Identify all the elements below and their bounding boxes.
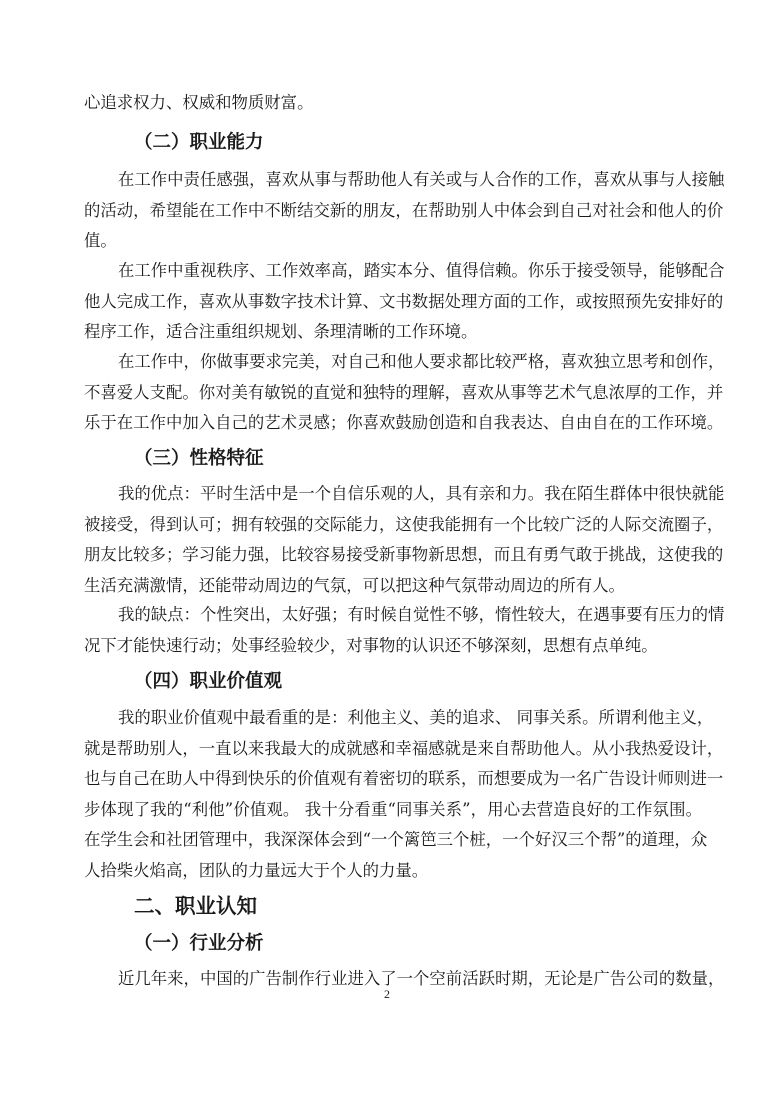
text-line: 乐于在工作中加入自己的艺术灵感；你喜欢鼓励创造和自我表达、自由自在的工作环境。 bbox=[84, 413, 724, 432]
text-line: 步体现了我的“利他”价值观。 我十分看重“同事关系”，用心去营造良好的工作氛围。 bbox=[84, 799, 702, 819]
text-line: 值。 bbox=[84, 231, 117, 250]
ability-paragraph-1 bbox=[84, 165, 725, 257]
text-line: 被接受，得到认可；拥有较强的交际能力，这使我能拥有一个比较广泛的人际交流圈子， bbox=[84, 514, 724, 534]
personality-paragraph-2 bbox=[84, 600, 725, 661]
text-line: 人拾柴火焰高，团队的力量远大于个人的力量。 bbox=[84, 860, 429, 880]
section-heading-values: （四）职业价值观 bbox=[134, 671, 283, 692]
ability-paragraph-3 bbox=[84, 347, 725, 439]
text-line: 我的职业价值观中最看重的是：利他主义、美的追求、 同事关系。所谓利他主义， bbox=[118, 708, 714, 727]
text-line: 我的优点：平时生活中是一个自信乐观的人，具有亲和力。我在陌生群体中很快就能 bbox=[118, 484, 725, 503]
personality-paragraph-1 bbox=[84, 479, 725, 601]
text-line: 近几年来，中国的广告制作行业进入了一个空前活跃时期，无论是广告公司的数量， bbox=[118, 969, 725, 988]
text-line: 在工作中，你做事要求完美，对自己和他人要求都比较严格，喜欢独立思考和创作， bbox=[118, 352, 725, 371]
text-line: 他人完成工作，喜欢从事数字技术计算、文书数据处理方面的工作，或按照预先安排好的 bbox=[84, 291, 724, 311]
continued-paragraph bbox=[84, 88, 702, 119]
section-heading-industry: （一）行业分析 bbox=[134, 933, 264, 954]
text-line: 朋友比较多；学习能力强，比较容易接受新事物新思想，而且有勇气敢于挑战，这使我的 bbox=[84, 545, 724, 564]
text-line: 的活动，希望能在工作中不断结交新的朋友，在帮助别人中体会到自己对社会和他人的价 bbox=[84, 200, 724, 220]
text-line: 在工作中重视秩序、工作效率高，踏实本分、值得信赖。你乐于接受领导，能够配合 bbox=[118, 261, 725, 280]
text-line: 就是帮助别人，一直以来我最大的成就感和幸福感就是来自帮助他人。从小我热爱设计， bbox=[84, 738, 724, 758]
page-number: 2 bbox=[384, 987, 390, 1001]
text-line: 在学生会和社团管理中，我深深体会到“一个篱笆三个桩，一个好汉三个帮”的道理，众 bbox=[84, 830, 708, 849]
text-line: 生活充满激情，还能带动周边的气氛，可以把这种气氛带动周边的所有人。 bbox=[84, 575, 625, 595]
text-line: 心追求权力、权威和物质财富。 bbox=[84, 93, 314, 112]
ability-paragraph-2 bbox=[84, 256, 725, 348]
text-line: 况下才能快速行动；处事经验较少，对事物的认识还不够深刻，思想有点单纯。 bbox=[84, 635, 658, 655]
text-line: 不喜爱人支配。你对美有敏锐的直觉和独特的理解，喜欢从事等艺术气息浓厚的工作，并 bbox=[84, 382, 724, 402]
text-line: 程序工作，适合注重组织规划、条理清晰的工作环境。 bbox=[84, 322, 478, 341]
text-line: 我的缺点：个性突出，太好强；有时候自觉性不够，惰性较大，在遇事要有压力的情 bbox=[118, 605, 725, 624]
section-heading-personality: （三）性格特征 bbox=[134, 448, 264, 469]
section-heading-ability: （二）职业能力 bbox=[134, 132, 264, 153]
text-line: 也与自己在助人中得到快乐的价值观有着密切的联系，而想要成为一名广告设计师则进一 bbox=[84, 769, 724, 788]
text-line: 在工作中责任感强，喜欢从事与帮助他人有关或与人合作的工作，喜欢从事与人接触 bbox=[118, 170, 725, 189]
values-paragraph-1 bbox=[84, 703, 724, 886]
chapter-heading: 二、职业认知 bbox=[134, 894, 257, 918]
